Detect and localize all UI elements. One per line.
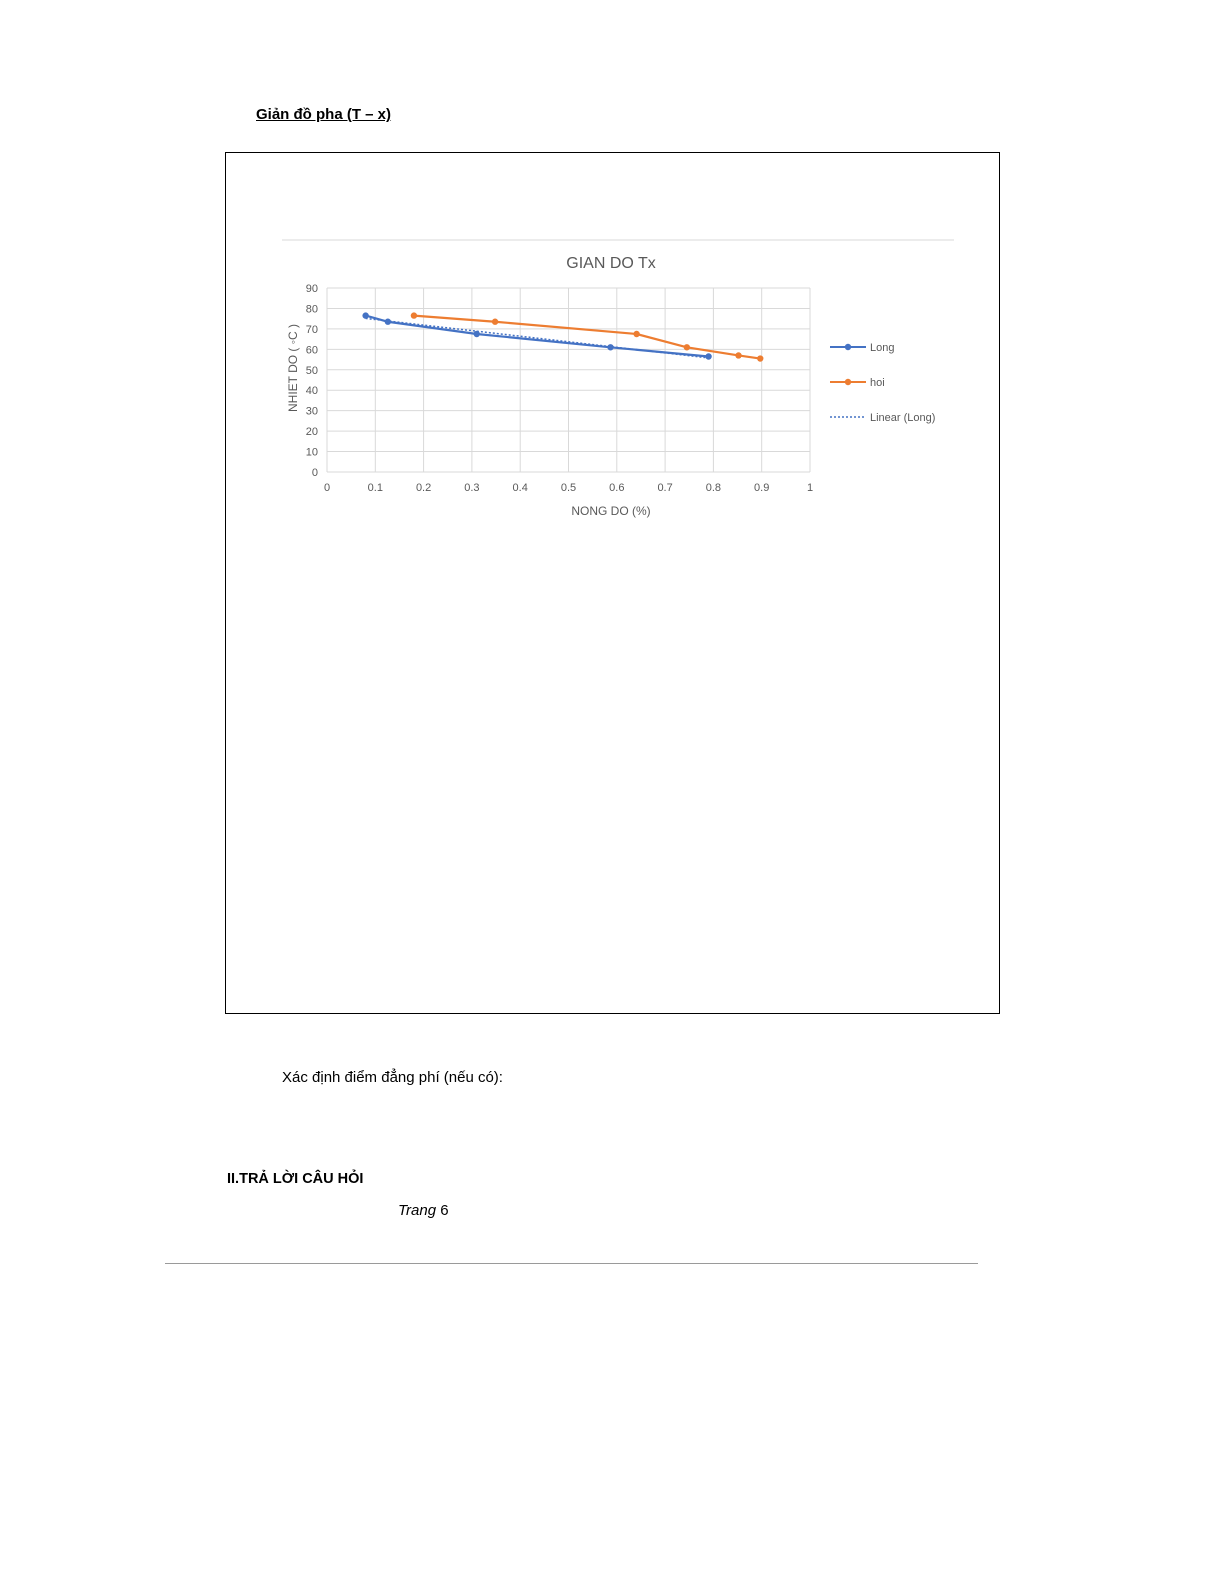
y-tick-label: 90 xyxy=(305,283,318,295)
y-axis-label: NHIET DO ( ◦C ) xyxy=(286,323,300,413)
data-point-long xyxy=(385,319,391,325)
x-tick-label: 0.4 xyxy=(512,482,528,494)
x-tick-label: 1 xyxy=(806,482,814,494)
legend-label: hoi xyxy=(870,377,885,389)
y-tick-label: 10 xyxy=(305,446,318,459)
legend-label: Long xyxy=(870,342,895,354)
azeotrope-question: Xác định điểm đẳng phí (nếu có): xyxy=(282,1069,503,1086)
section-title: Giản đồ pha (T – x) xyxy=(256,106,392,123)
x-axis-label: NONG DO (%) xyxy=(571,504,651,518)
y-tick-label: 40 xyxy=(305,385,318,398)
data-point-hoi xyxy=(684,344,690,350)
page-word: Trang xyxy=(398,1202,437,1219)
y-tick-label: 30 xyxy=(305,405,318,418)
legend-marker xyxy=(845,344,851,350)
x-tick-label: 0.2 xyxy=(415,482,432,494)
legend-marker xyxy=(845,379,851,385)
phase-diagram-chart xyxy=(226,153,998,1011)
data-point-hoi xyxy=(757,355,763,361)
data-point-hoi xyxy=(735,352,741,358)
series-line-hoi xyxy=(414,316,760,359)
chart-grid xyxy=(327,288,810,472)
x-tick-label: 0 xyxy=(323,482,331,494)
chart-series xyxy=(362,312,763,361)
page-footer xyxy=(398,1202,449,1219)
legend-label: Linear (Long) xyxy=(870,412,936,424)
x-tick-label: 0.3 xyxy=(464,482,480,494)
chart-legend xyxy=(830,342,935,424)
y-tick-label: 60 xyxy=(305,344,318,357)
footer-divider xyxy=(165,1263,978,1264)
data-point-hoi xyxy=(492,319,498,325)
y-tick-label: 80 xyxy=(305,303,318,316)
data-point-long xyxy=(607,344,613,350)
section-heading-answers: II.TRẢ LỜI CÂU HỎI xyxy=(227,1171,364,1187)
x-tick-label: 0.9 xyxy=(754,482,770,494)
chart-frame xyxy=(225,152,1000,1014)
x-tick-label: 0.8 xyxy=(705,482,722,494)
y-tick-label: 70 xyxy=(305,323,318,336)
x-tick-label: 0.1 xyxy=(367,482,383,494)
data-point-long xyxy=(705,353,711,359)
data-point-long xyxy=(362,312,368,318)
chart-tick-labels xyxy=(306,283,813,494)
x-tick-label: 0.5 xyxy=(560,482,577,494)
x-tick-label: 0.7 xyxy=(657,482,673,494)
data-point-hoi xyxy=(411,312,417,318)
data-point-hoi xyxy=(633,331,639,337)
x-tick-label: 0.6 xyxy=(609,482,625,494)
y-tick-label: 20 xyxy=(305,426,318,439)
y-tick-label: 50 xyxy=(305,364,318,377)
y-tick-label: 0 xyxy=(311,467,318,479)
chart-title: GIAN DO Tx xyxy=(566,255,656,272)
page-number: 6 xyxy=(440,1202,449,1219)
series-line-long xyxy=(366,316,709,357)
data-point-long xyxy=(474,331,480,337)
